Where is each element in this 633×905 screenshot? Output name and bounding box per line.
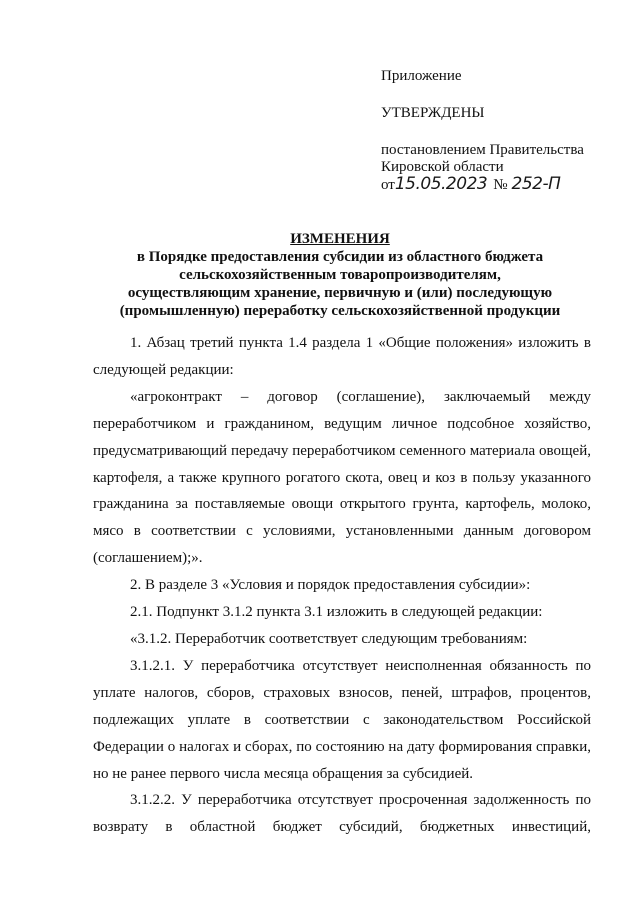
handwritten-date: 15.05.2023 — [394, 174, 488, 194]
paragraph-6: 3.1.2.1. У переработчика отсутствует неисполненная обязанность по уплате налогов, сборов, страховых взносов, пеней, штрафов, процентов, подлежащих уплате в соответствии с законодательством Российской Федерации о налогах и сборах, по состоянию на дату формирования справки, но не ранее первого числа месяца обращения за субсидией. — [93, 657, 591, 782]
decree-line-2: Кировской области — [381, 159, 504, 175]
paragraph-4: 2.1. Подпункт 3.1.2 пункта 3.1 изложить в следующей редакции: — [130, 604, 543, 621]
approved-label: УТВЕРЖДЕНЫ — [381, 105, 485, 121]
paragraph-7: 3.1.2.2. У переработчика отсутствует просроченная задолженность по возврату в областной бюджет субсидий, бюджетных инвестиций, — [93, 792, 591, 836]
heading-line-4: (промышленную) переработку сельскохозяйственной продукции — [119, 303, 561, 319]
heading-line-3: осуществляющим хранение, первичную и (или) последующую — [127, 285, 553, 301]
number-sign: № — [493, 177, 508, 193]
heading-line-1: в Порядке предоставления субсидии из областного бюджета — [136, 249, 544, 265]
heading-title: ИЗМЕНЕНИЯ — [290, 231, 390, 247]
decree-line-1: постановлением Правительства — [381, 142, 584, 158]
paragraph-1: 1. Абзац третий пункта 1.4 раздела 1 «Общие положения» изложить в следующей редакции: — [93, 335, 591, 378]
appendix-title: Приложение — [381, 68, 462, 84]
decree-date-line — [381, 174, 560, 194]
paragraph-2: «агроконтракт – договор (соглашение), заключаемый между переработчиком и гражданином, ведущим личное подсобное хозяйство, предусматривающий передачу переработчиком семенного материала овощей, картофеля, а также крупного рогатого скота, овец и коз в пользу указанного гражданина за поставляемые овощи открытого грунта, картофель, молоко, мясо в соответствии с условиями, установленными данным договором (соглашением);». — [93, 388, 591, 567]
heading-line-2: сельскохозяйственным товаропроизводителям, — [179, 267, 501, 283]
document-body — [93, 330, 591, 841]
paragraph-3: 2. В разделе 3 «Условия и порядок предоставления субсидии»: — [130, 577, 531, 594]
handwritten-number: 252-П — [511, 174, 561, 194]
date-prefix: от — [381, 177, 395, 193]
paragraph-5: «3.1.2. Переработчик соответствует следующим требованиям: — [130, 630, 528, 647]
document-heading — [90, 230, 590, 320]
